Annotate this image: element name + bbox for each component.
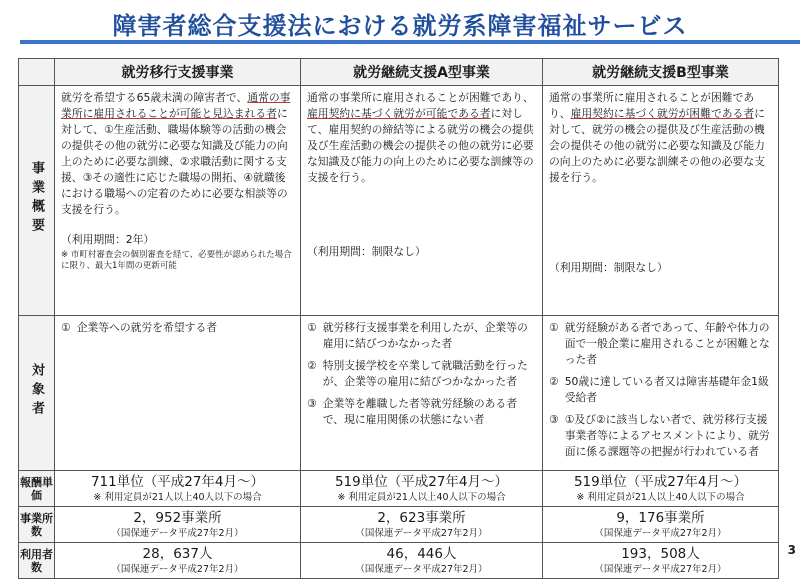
overview-1-text: 就労を希望する65歳未満の障害者で、	[61, 91, 248, 104]
header-continuation-a: 就労継続支援A型事業	[301, 59, 543, 86]
fee-row	[19, 471, 779, 507]
page-number: 3	[787, 543, 796, 557]
target-item: ③ ①及び②に該当しない者で、就労移行支援事業者等によるアセスメントにより、就労面に係る課題等の把握が行われている者	[549, 413, 770, 458]
offices-cell-2: 2，623事業所 （国保連データ平成27年2月）	[301, 507, 543, 543]
row-label-target: 対象者	[19, 316, 55, 471]
offices-cell-3: 9，176事業所 （国保連データ平成27年2月）	[543, 507, 779, 543]
overview-2-text: 通常の事業所に雇用されることが困難であり、	[307, 91, 534, 104]
target-item: ② 特別支援学校を卒業して就職活動を行ったが、企業等の雇用に結びつかなかった者	[307, 359, 528, 388]
users-row	[19, 543, 779, 579]
row-label-fee: 報酬単価	[19, 471, 55, 507]
overview-2-text-post: に対して、雇用契約の締結等による就労の機会の提供及び生産活動の機会の提供その他の就労に必要な知識及び能力の向上のために必要な訓練等の支援を行う。	[307, 107, 534, 184]
row-label-users: 利用者数	[19, 543, 55, 579]
services-table	[18, 58, 779, 579]
row-label-overview: 事業概要	[19, 86, 55, 316]
corner-cell	[19, 59, 55, 86]
offices-row	[19, 507, 779, 543]
row-label-offices: 事業所数	[19, 507, 55, 543]
fee-cell-1: 711単位（平成27年4月～） ※ 利用定員が21人以上40人以下の場合	[55, 471, 301, 507]
users-cell-1: 28，637人 （国保連データ平成27年2月）	[55, 543, 301, 579]
overview-3-text-post: に対して、就労の機会の提供及び生産活動の機会の提供その他の就労に必要な知識及び能力の向上のために必要な訓練その他の必要な支援を行う。	[549, 107, 765, 184]
target-item: ③ 企業等を離職した者等就労経験のある者で、現に雇用関係の状態にない者	[307, 397, 518, 426]
target-cell-1	[55, 316, 301, 471]
header-row	[19, 59, 779, 86]
usage-period-1: （利用期間：2年）	[61, 233, 155, 246]
page-title: 障害者総合支援法における就労系障害福祉サービス	[112, 12, 688, 40]
usage-period-3: （利用期間：制限なし）	[549, 261, 668, 274]
fee-cell-2: 519単位（平成27年4月～） ※ 利用定員が21人以上40人以下の場合	[301, 471, 543, 507]
header-transition-support: 就労移行支援事業	[55, 59, 301, 86]
target-item: ② 50歳に達している者又は障害基礎年金1級受給者	[549, 375, 769, 404]
overview-1-underlined: 通常の事業所に雇用されることが可能と見込まれる者	[61, 91, 291, 120]
users-cell-2: 46，446人 （国保連データ平成27年2月）	[301, 543, 543, 579]
target-item: ① 就労経験がある者であって、年齢や体力の面で一般企業に雇用されることが困難となった者	[549, 321, 770, 366]
overview-3-underlined: 雇用契約に基づく就労が困難である者	[570, 107, 755, 120]
overview-2-underlined: 雇用契約に基づく就労が可能である者	[307, 107, 491, 120]
usage-period-2: （利用期間：制限なし）	[307, 245, 426, 258]
target-item: ① 企業等への就労を希望する者	[61, 321, 218, 334]
overview-cell-3	[543, 86, 779, 316]
overview-cell-1	[55, 86, 301, 316]
renewal-note: ※ 市町村審査会の個別審査を経て、必要性が認められた場合に限り、最大1年間の更新可能	[61, 250, 292, 271]
title-underline	[20, 40, 800, 44]
overview-cell-2	[301, 86, 543, 316]
target-item: ① 就労移行支援事業を利用したが、企業等の雇用に結びつかなかった者	[307, 321, 528, 350]
overview-3-text: 通常の事業所に雇用されることが困難であり、	[549, 91, 755, 120]
target-cell-3	[543, 316, 779, 471]
target-cell-2	[301, 316, 543, 471]
overview-1-text-post: に対して、①生産活動、職場体験等の活動の機会の提供その他の就労に必要な知識及び能力の向上のために必要な訓練、②求職活動に関する支援、③その適性に応じた職場の開拓、④就職後における職場への定着のために必要な相談等の支援を行う。	[61, 107, 288, 216]
fee-cell-3: 519単位（平成27年4月～） ※ 利用定員が21人以上40人以下の場合	[543, 471, 779, 507]
target-row	[19, 316, 779, 471]
users-cell-3: 193，508人 （国保連データ平成27年2月）	[543, 543, 779, 579]
overview-row	[19, 86, 779, 316]
offices-cell-1: 2，952事業所 （国保連データ平成27年2月）	[55, 507, 301, 543]
header-continuation-b: 就労継続支援B型事業	[543, 59, 779, 86]
